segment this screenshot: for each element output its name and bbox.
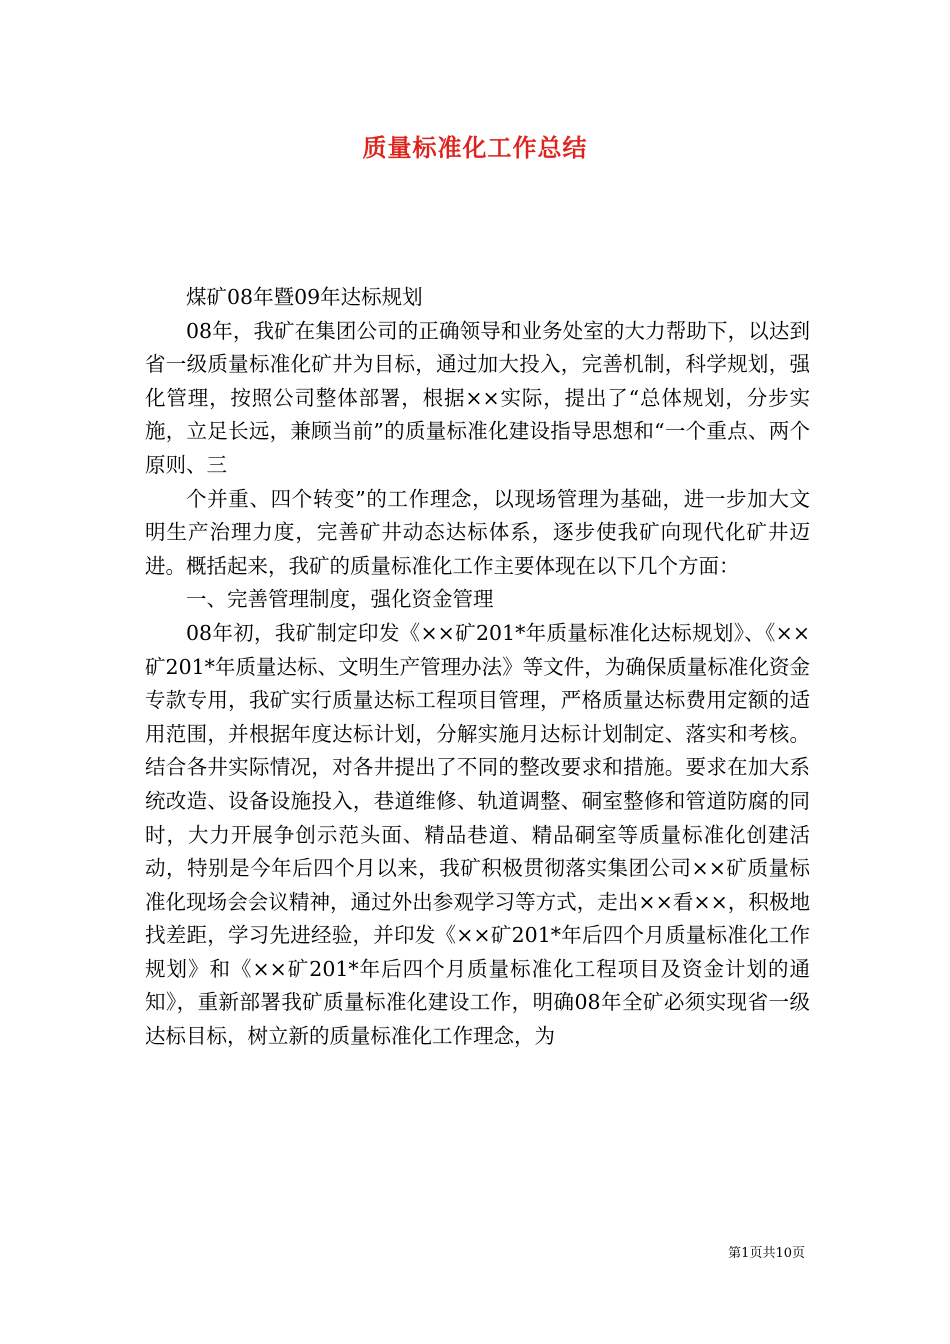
- document-body: [145, 281, 810, 1054]
- paragraph: 08年初，我矿制定印发《××矿201*年质量标准化达标规划》、《××矿201*年质量达标、文明生产管理办法》等文件，为确保质量标准化资金专款专用，我矿实行质量达标工程项目管理，严格质量达标费用定额的适用范围，并根据年度达标计划，分解实施月达标计划制定、落实和考核。结合各井实际情况，对各井提出了不同的整改要求和措施。要求在加大系统改造、设备设施投入，巷道维修、轨道调整、硐室整修和管道防腐的同时，大力开展争创示范头面、精品巷道、精品硐室等质量标准化创建活动，特别是今年后四个月以来，我矿积极贯彻落实集团公司××矿质量标准化现场会会议精神，通过外出参观学习等方式，走出××看××，积极地找差距，学习先进经验，并印发《××矿201*年后四个月质量标准化工作规划》和《××矿201*年后四个月质量标准化工程项目及资金计划的通知》，重新部署我矿质量标准化建设工作，明确08年全矿必须实现省一级达标目标，树立新的质量标准化工作理念，为: [145, 620, 810, 1049]
- paragraph: 08年，我矿在集团公司的正确领导和业务处室的大力帮助下，以达到省一级质量标准化矿井为目标，通过加大投入，完善机制，科学规划，强化管理，按照公司整体部署，根据××实际，提出了“总体规划，分步实施，立足长远，兼顾当前”的质量标准化建设指导思想和“一个重点、两个原则、三: [145, 318, 810, 477]
- section-heading: 一、完善管理制度，强化资金管理: [186, 587, 494, 612]
- document-title: 质量标准化工作总结: [362, 133, 588, 162]
- page-number-footer: 第1页共10页: [728, 1246, 805, 1261]
- paragraph: 个并重、四个转变”的工作理念，以现场管理为基础，进一步加大文明生产治理力度，完善矿井动态达标体系，逐步使我矿向现代化矿井迈进。概括起来，我矿的质量标准化工作主要体现在以下几个方面：: [145, 486, 810, 578]
- paragraph-heading: 煤矿08年暨09年达标规划: [186, 285, 423, 309]
